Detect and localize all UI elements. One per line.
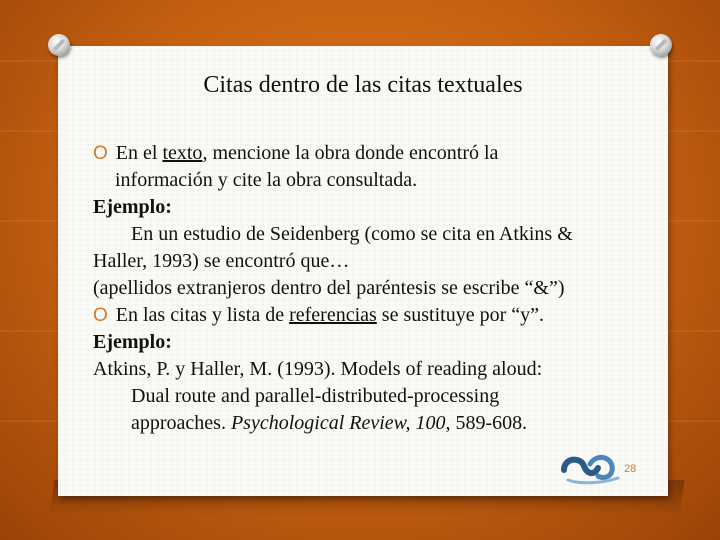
reference-text-part: approaches. [131, 412, 231, 434]
referencias-link[interactable]: referencias [289, 304, 377, 326]
bullet-text: En el [115, 142, 163, 164]
pushpin-icon [650, 34, 672, 56]
pushpin-icon [48, 34, 70, 56]
bullet-continuation: información y cite la obra consultada. [115, 169, 418, 191]
bullet-text: , mencione la obra donde encontró la [202, 142, 499, 164]
texto-link[interactable]: texto [162, 142, 203, 164]
reference-text-part: , 589-608. [445, 412, 528, 434]
logo-icon [560, 450, 622, 486]
bullet-marker: O [93, 143, 108, 164]
note-text: (apellidos extranjeros dentro del paréntesis se escribe “&”) [93, 277, 565, 299]
bullet-item [93, 302, 638, 329]
reference-text: Dual route and parallel-distributed-processing [131, 385, 500, 407]
example-text: En un estudio de Seidenberg (como se cita en Atkins & [131, 223, 573, 245]
page-number: 28 [624, 463, 637, 475]
bullet-text: se sustituye por “y”. [376, 304, 544, 326]
reference-text [93, 410, 638, 437]
bullet-text: En las citas y lista de [115, 304, 290, 326]
example-text: Haller, 1993) se encontró que… [93, 250, 350, 272]
reference-text: Atkins, P. y Haller, M. (1993). Models of reading aloud: [93, 358, 543, 380]
slide-body [93, 140, 638, 437]
bullet-item [93, 140, 638, 167]
slide-title: Citas dentro de las citas textuales [203, 72, 523, 98]
bullet-marker: O [93, 305, 108, 326]
example-label: Ejemplo: [93, 331, 172, 353]
example-label: Ejemplo: [93, 196, 172, 218]
journal-title: Psychological Review, 100 [230, 412, 446, 434]
